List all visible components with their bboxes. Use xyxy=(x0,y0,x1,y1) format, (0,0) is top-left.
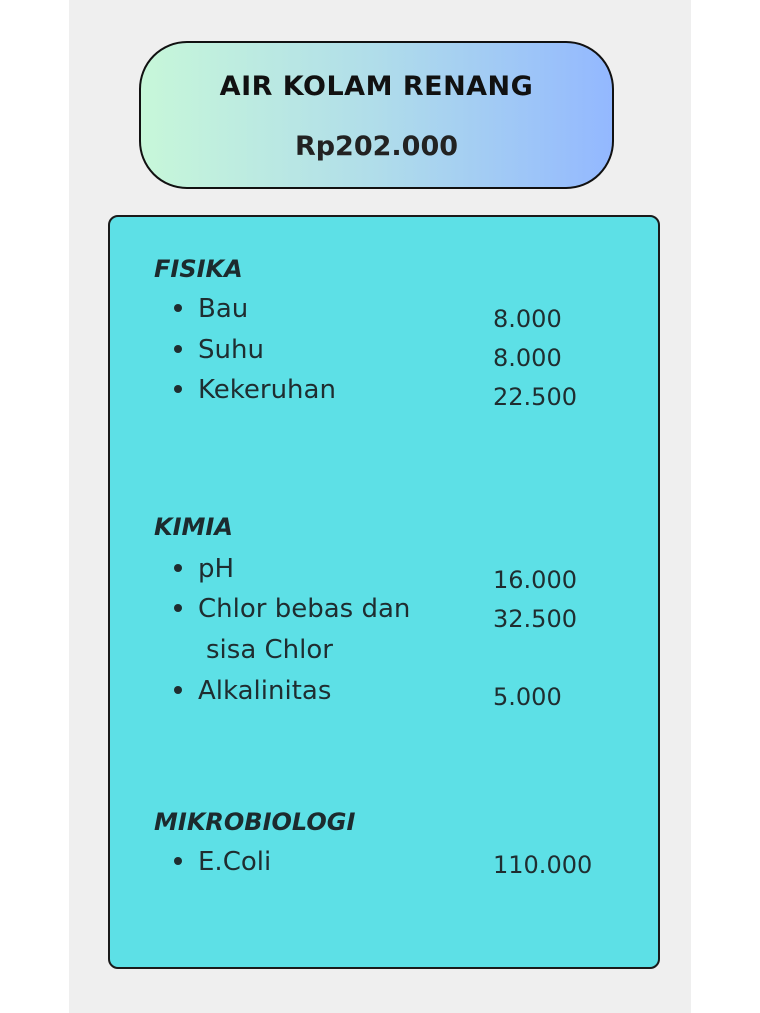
bullet-icon xyxy=(174,345,182,353)
item-label: E.Coli xyxy=(198,847,272,877)
item-price: 16.000 xyxy=(493,566,577,594)
section-title-mikrobiologi: MIKROBIOLOGI xyxy=(154,808,356,836)
list-item xyxy=(174,589,410,630)
item-price: 5.000 xyxy=(493,683,562,711)
list-item xyxy=(174,549,234,590)
price-list-card xyxy=(108,215,660,969)
price-header xyxy=(139,41,614,189)
item-price: 22.500 xyxy=(493,383,577,411)
bullet-icon xyxy=(174,564,182,572)
bullet-icon xyxy=(174,604,182,612)
section-title-fisika: FISIKA xyxy=(154,255,243,283)
item-label: Kekeruhan xyxy=(198,375,336,405)
item-label: Suhu xyxy=(198,335,264,365)
header-title: AIR KOLAM RENANG xyxy=(219,71,534,102)
item-label-continuation: sisa Chlor xyxy=(206,635,333,665)
bullet-icon xyxy=(174,304,182,312)
bullet-icon xyxy=(174,686,182,694)
item-label: Chlor bebas dan xyxy=(198,594,411,624)
list-item xyxy=(174,370,336,411)
header-price: Rp202.000 xyxy=(294,131,459,162)
item-price: 32.500 xyxy=(493,605,577,633)
section-title-kimia: KIMIA xyxy=(154,513,233,541)
list-item xyxy=(174,330,264,371)
list-item xyxy=(174,671,331,712)
list-item xyxy=(174,289,248,330)
item-label: Alkalinitas xyxy=(198,676,332,706)
bullet-icon xyxy=(174,385,182,393)
item-price: 8.000 xyxy=(493,305,562,333)
item-price: 110.000 xyxy=(493,851,593,879)
bullet-icon xyxy=(174,857,182,865)
list-item xyxy=(174,842,271,883)
item-label: pH xyxy=(198,554,235,584)
item-label: Bau xyxy=(198,294,249,324)
item-price: 8.000 xyxy=(493,344,562,372)
